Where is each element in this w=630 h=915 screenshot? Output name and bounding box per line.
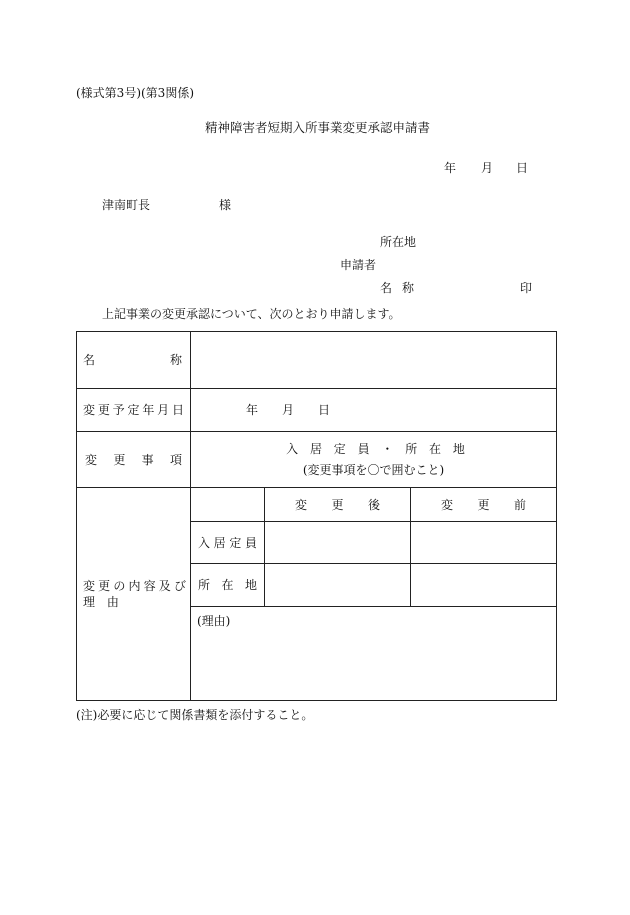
content-header-blank bbox=[191, 488, 265, 522]
applicant-name-label-1: 名 bbox=[380, 281, 393, 295]
date-label-char: 予 bbox=[112, 403, 125, 417]
location-label-char: 所 bbox=[198, 578, 211, 592]
capacity-after-cell[interactable] bbox=[265, 522, 411, 564]
content-label-char: 容 bbox=[143, 579, 156, 593]
addressee-name: 津南町長 bbox=[102, 198, 151, 212]
seal-mark: 印 bbox=[520, 281, 533, 295]
date-row bbox=[77, 389, 557, 432]
content-label-char: 変 bbox=[83, 579, 96, 593]
applicant-label: 申請者 bbox=[340, 258, 377, 272]
date-label-char: 定 bbox=[127, 403, 140, 417]
name-value-cell[interactable] bbox=[191, 332, 557, 389]
document-title: 精神障害者短期入所事業変更承認申請書 bbox=[205, 120, 431, 135]
date-label-char: 年 bbox=[142, 403, 155, 417]
before-header-char: 変 bbox=[441, 497, 454, 512]
location-label-char: 在 bbox=[221, 578, 234, 592]
applicant-location-label: 所在地 bbox=[380, 235, 417, 249]
date-value-cell[interactable] bbox=[191, 389, 557, 432]
capacity-label-char: 員 bbox=[244, 535, 257, 550]
items-label-char: 事 bbox=[141, 452, 154, 467]
date-label-char: 変 bbox=[83, 403, 96, 417]
after-header-char: 後 bbox=[367, 497, 380, 512]
change-items-row bbox=[77, 432, 557, 488]
name-label-char: 称 bbox=[169, 353, 182, 367]
date-year-label: 年 bbox=[444, 161, 457, 175]
content-label-char: 更 bbox=[98, 579, 111, 593]
date-value-year: 年 bbox=[246, 403, 259, 417]
change-items-cell[interactable] bbox=[191, 432, 557, 488]
capacity-label-char: 入 bbox=[198, 535, 211, 550]
change-items-label bbox=[77, 432, 191, 488]
date-row-label bbox=[77, 389, 191, 432]
name-label-char: 名 bbox=[83, 353, 96, 367]
intro-text: 上記事業の変更承認について、次のとおり申請します。 bbox=[102, 307, 401, 321]
items-label-char: 項 bbox=[169, 452, 182, 467]
before-header-char: 前 bbox=[514, 497, 527, 512]
content-label-char: び bbox=[173, 579, 186, 593]
after-header-char: 変 bbox=[295, 497, 308, 512]
date-value-day: 日 bbox=[318, 403, 331, 417]
form-number: (様式第3号)(第3関係) bbox=[76, 86, 194, 100]
date-month-label: 月 bbox=[481, 161, 494, 175]
content-label-char: 内 bbox=[128, 579, 141, 593]
items-label-char: 更 bbox=[113, 452, 126, 467]
items-label-char: 変 bbox=[85, 452, 98, 467]
content-header-row bbox=[77, 488, 557, 522]
after-header-char: 更 bbox=[331, 497, 344, 512]
date-label-char: 更 bbox=[97, 403, 110, 417]
capacity-label-char: 居 bbox=[213, 535, 226, 550]
content-label-char: 及 bbox=[158, 579, 171, 593]
capacity-before-cell[interactable] bbox=[411, 522, 557, 564]
before-header bbox=[411, 488, 557, 522]
capacity-label bbox=[191, 522, 265, 564]
content-reason-label bbox=[77, 488, 191, 701]
after-header bbox=[265, 488, 411, 522]
location-after-cell[interactable] bbox=[265, 564, 411, 607]
footer-note: (注)必要に応じて関係書類を添付すること。 bbox=[76, 708, 314, 722]
change-items-options: 入 居 定 員 ・ 所 在 地 bbox=[286, 442, 469, 456]
capacity-label-char: 定 bbox=[229, 535, 242, 550]
date-value-month: 月 bbox=[282, 403, 295, 417]
name-row bbox=[77, 332, 557, 389]
location-label bbox=[191, 564, 265, 607]
location-before-cell[interactable] bbox=[411, 564, 557, 607]
application-table bbox=[76, 331, 557, 701]
reason-label: (理由) bbox=[197, 614, 231, 628]
before-header-char: 更 bbox=[477, 497, 490, 512]
applicant-name-label-2: 称 bbox=[402, 281, 415, 295]
change-items-note: (変更事項を〇で囲むこと) bbox=[302, 463, 445, 477]
content-label-char: の bbox=[113, 579, 126, 593]
date-day-label: 日 bbox=[516, 161, 529, 175]
content-label-line2: 理 由 bbox=[83, 595, 123, 609]
addressee-honorific: 様 bbox=[219, 198, 232, 212]
date-label-char: 月 bbox=[157, 403, 170, 417]
reason-cell[interactable] bbox=[191, 607, 557, 701]
location-label-char: 地 bbox=[244, 578, 257, 592]
name-row-label bbox=[77, 332, 191, 389]
date-label-char: 日 bbox=[171, 403, 184, 417]
